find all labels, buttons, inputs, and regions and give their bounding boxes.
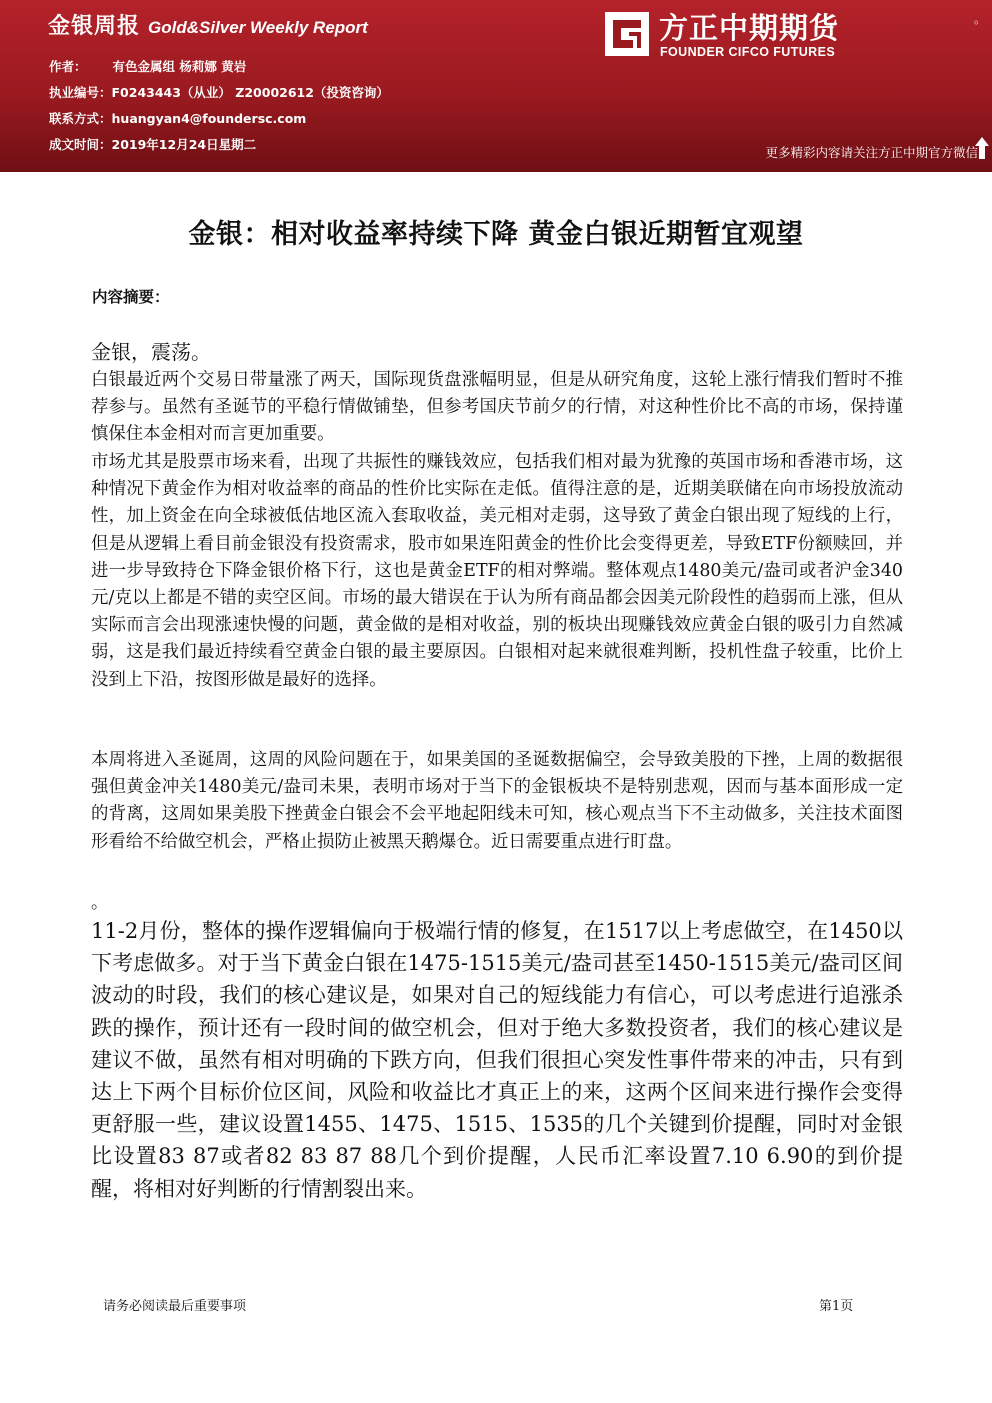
report-series-title — [48, 9, 368, 40]
company-logo — [603, 6, 863, 62]
paragraph-2: 市场尤其是股票市场来看，出现了共振性的赚钱效应，包括我们相对最为犹豫的英国市场和香港市场，这种情况下黄金作为相对收益率的商品的性价比实际在走低。值得注意的是，近期美联储在向市场投放流动性，加上资金在向全球被低估地区流入套取收益，美元相对走弱，这导致了黄金白银出现了短线的上行，但是从逻辑上看目前金银没有投资需求，股市如果连阳黄金的性价比会变得更差，导致ETF份额赎回，并进一步导致持仓下降金银价格下行，这也是黄金ETF的相对弊端。整体观点1480美元/盎司或者沪金340元/克以上都是不错的卖空区间。市场的最大错误在于认为所有商品都会因美元阶段性的趋弱而上涨，但从实际而言会出现涨速快慢的问题，黄金做的是相对收益，别的板块出现赚钱效应黄金白银的吸引力自然减弱，这是我们最近持续看空黄金白银的最主要原因。白银相对起来就很难判断，投机性盘子较重，比价上没到上下沿，按图形做是最好的选择。 — [91, 452, 903, 690]
up-arrow-icon — [975, 137, 989, 159]
license-value: F0243443（从业） Z20002612（投资咨询） — [111, 85, 389, 100]
logo-name-en: FOUNDER CIFCO FUTURES — [660, 45, 836, 59]
wechat-follow-note: 更多精彩内容请关注方正中期官方微信 — [765, 145, 978, 160]
license-line — [49, 83, 389, 101]
logo-name-cn: 方正中期期货 — [659, 11, 840, 45]
report-header — [0, 0, 992, 172]
footer-disclaimer: 请务必阅读最后重要事项 — [103, 1299, 247, 1314]
paragraph-1: 白银最近两个交易日带量涨了两天，国际现货盘涨幅明显，但是从研究角度，这轮上涨行情我们暂时不推荐参与。虽然有圣诞节的平稳行情做铺垫，但参考国庆节前夕的行情，对这种性价比不高的市场，保持谨慎保住本金相对而言更加重要。 — [91, 370, 903, 445]
article-title: 金银：相对收益率持续下降 黄金白银近期暂宜观望 — [188, 219, 804, 250]
author-line — [49, 57, 246, 75]
abstract-label: 内容摘要： — [92, 288, 170, 306]
author-value: 有色金属组 杨莉娜 黄岩 — [112, 59, 247, 74]
stray-punctuation: 。 — [91, 893, 108, 913]
series-title-cn: 金银周报 — [48, 14, 141, 39]
strategy-paragraph: 11-2月份，整体的操作逻辑偏向于极端行情的修复，在1517以上考虑做空，在1450以下考虑做多。对于当下黄金白银在1475-1515美元/盎司甚至1450-1515美元/盎司区间波动的时段，我们的核心建议是，如果对自己的短线能力有信心，可以考虑进行追涨杀跌的操作，预计还有一段时间的做空机会，但对于绝大多数投资者，我们的核心建议是建议不做，虽然有相对明确的下跌方向，但我们很担心突发性事件带来的冲击，只有到达上下两个目标价位区间，风险和收益比才真正上的来，这两个区间来进行操作会变得更舒服一些，建议设置1455、1475、1515、1535的几个关键到价提醒，同时对金银比设置83 87或者82 83 87 88几个到价提醒，人民币汇率设置7.10 6.90的到价提醒，将相对好判断的行情割裂出来。 — [91, 919, 903, 1201]
founder-logo-mark-icon — [603, 10, 651, 58]
series-title-en: Gold&Silver Weekly Report — [148, 18, 368, 37]
page-number: 第1页 — [819, 1299, 854, 1314]
corner-mark: 。 — [974, 12, 987, 26]
contact-value[interactable]: huangyan4@foundersc.com — [111, 111, 307, 126]
lead-sentence: 金银，震荡。 — [91, 340, 211, 364]
contact-line — [49, 109, 306, 127]
date-line — [49, 135, 256, 153]
date-value: 2019年12月24日星期二 — [111, 137, 257, 152]
contact-label: 联系方式： — [49, 111, 112, 126]
paragraph-3: 本周将进入圣诞周，这周的风险问题在于，如果美国的圣诞数据偏空，会导致美股的下挫，上周的数据很强但黄金冲关1480美元/盎司未果，表明市场对于当下的金银板块不是特别悲观，因而与基本面形成一定的背离，这周如果美股下挫黄金白银会不会平地起阳线未可知，核心观点当下不主动做多，关注技术面图形看给不给做空机会，严格止损防止被黑天鹅爆仓。近日需要重点进行盯盘。 — [91, 750, 903, 852]
author-label: 作者： — [49, 59, 87, 74]
date-label: 成文时间： — [49, 137, 112, 152]
license-label: 执业编号： — [49, 85, 112, 100]
